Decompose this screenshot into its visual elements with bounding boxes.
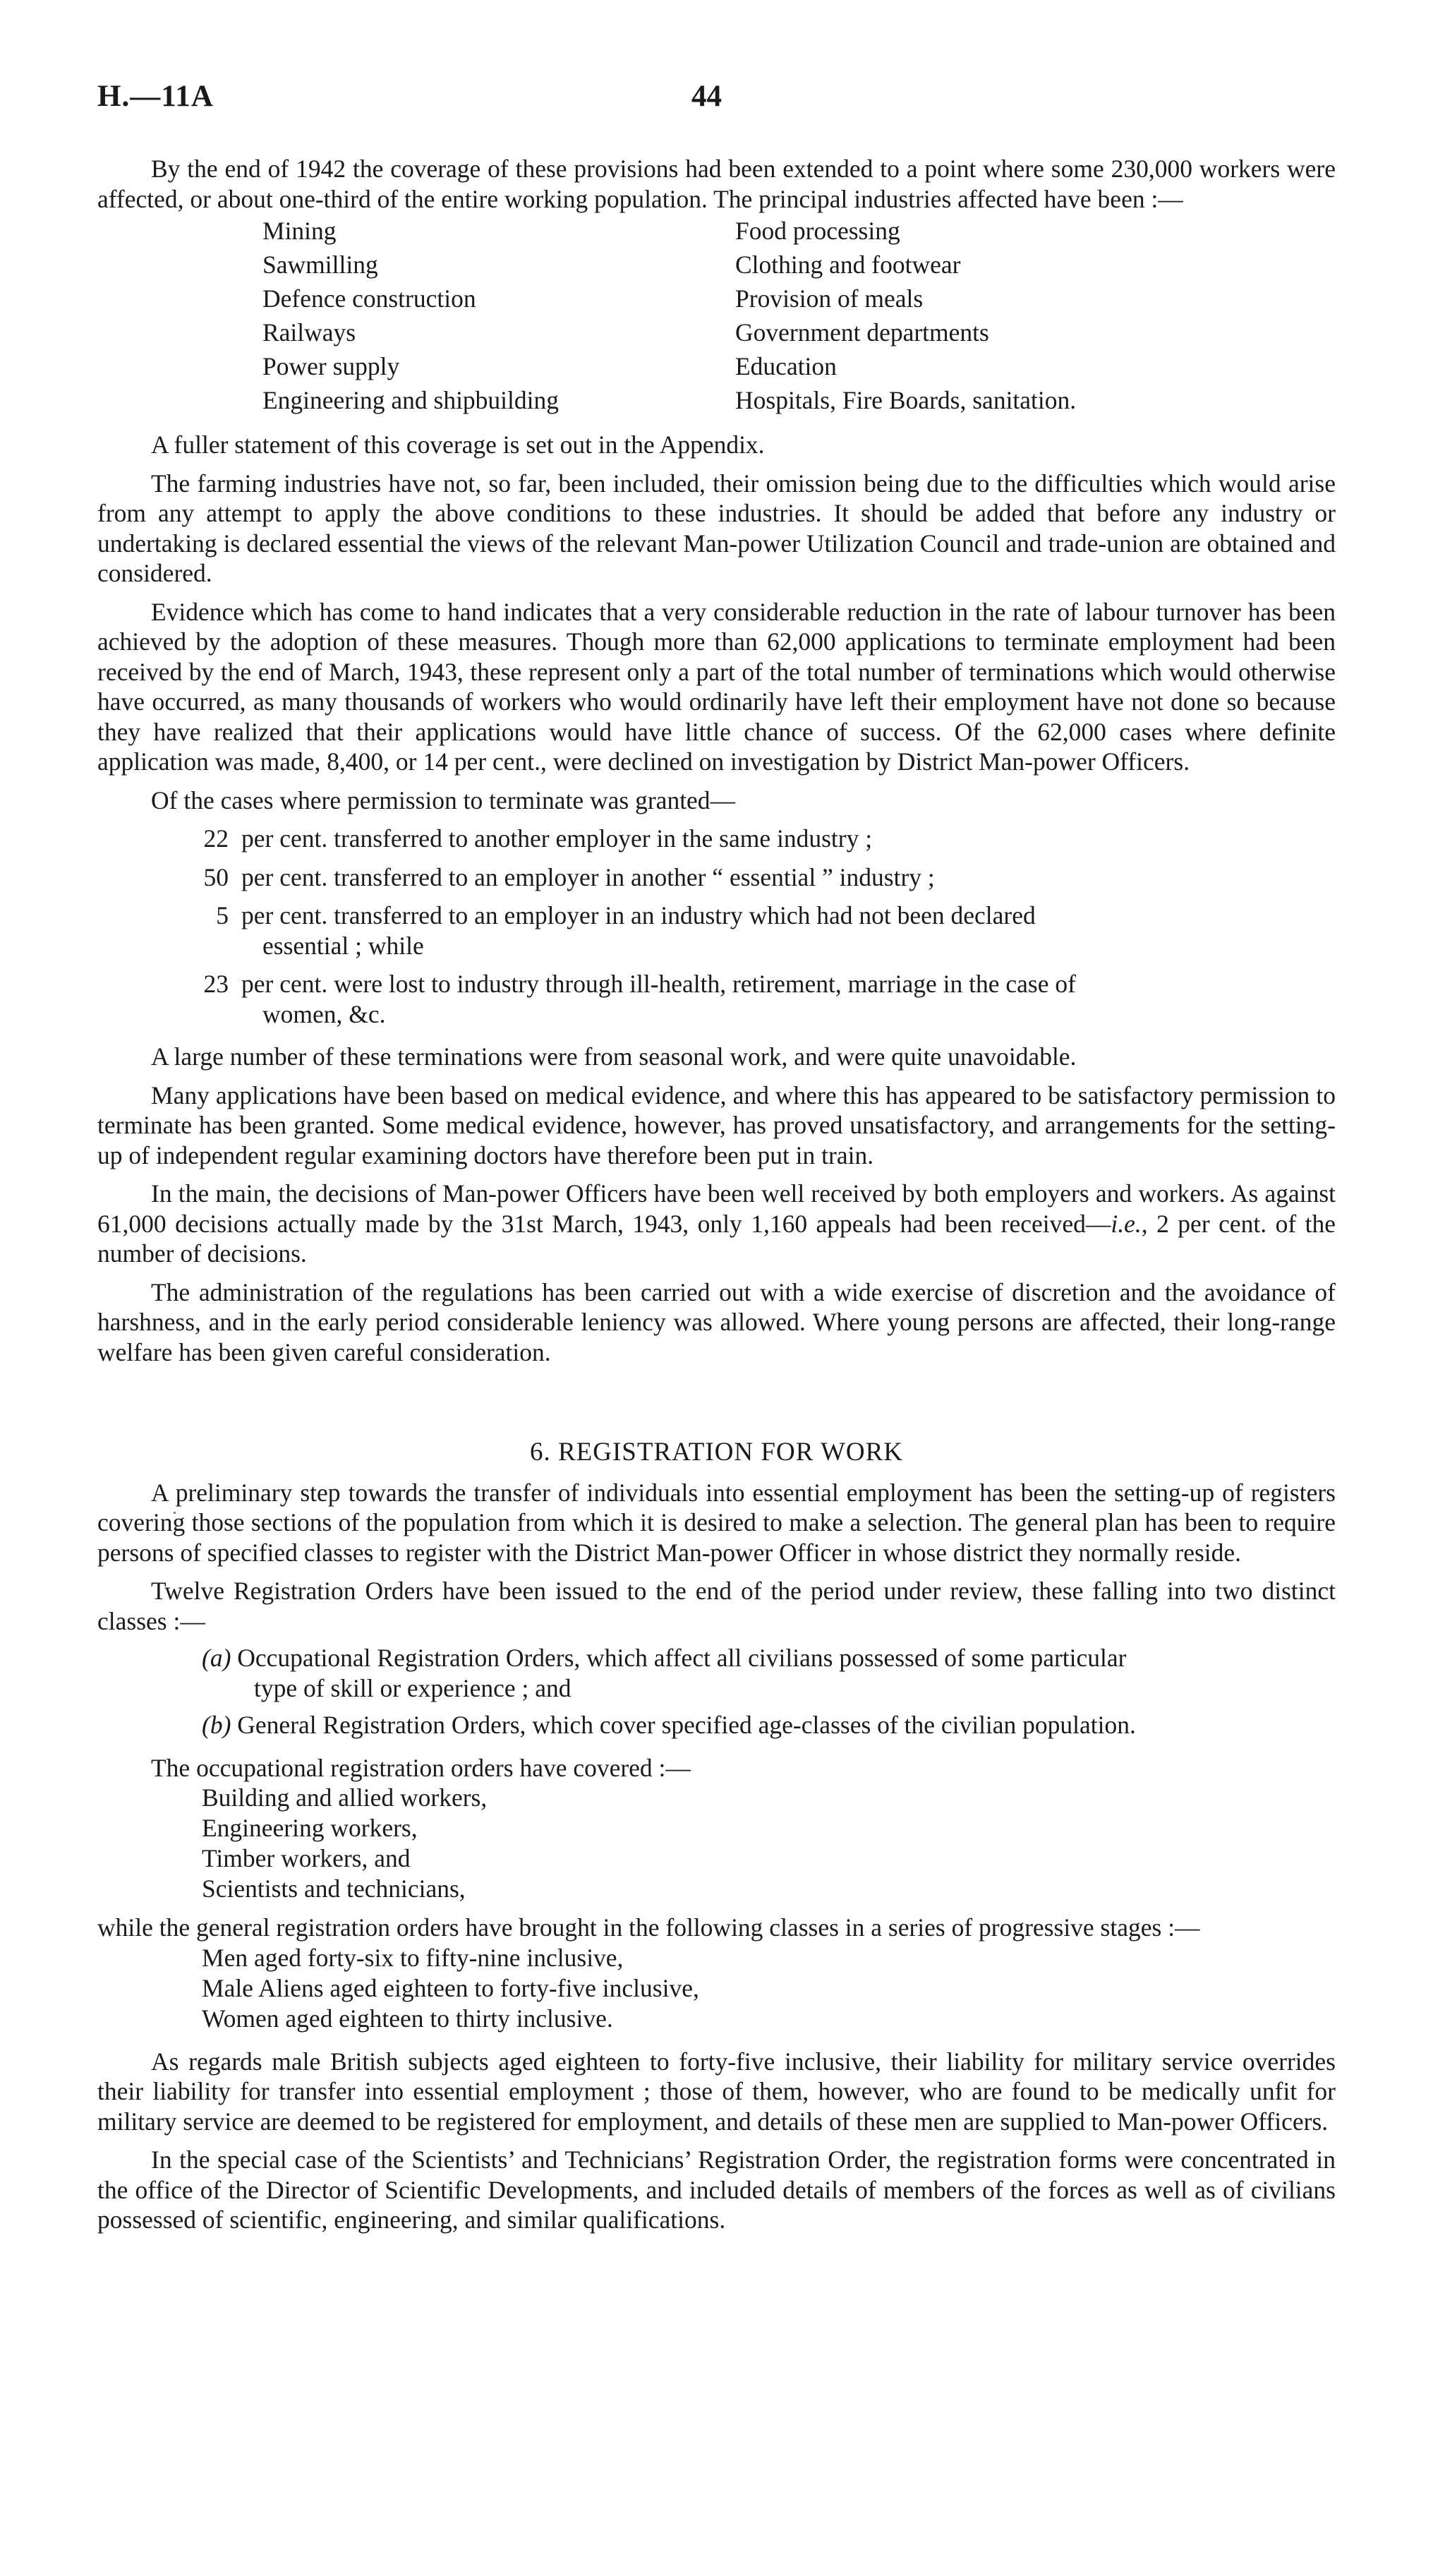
general-list <box>202 1943 1336 2034</box>
industry-item: Food processing <box>735 217 900 245</box>
stat-text: per cent. transferred to another employer in the same industry ; <box>241 824 873 853</box>
twelve-orders-paragraph: Twelve Registration Orders have been issued to the end of the period under review, these falling into two distinct classes :— <box>97 1577 1336 1635</box>
list-item: Men aged forty-six to fifty-nine inclusive, <box>202 1943 624 1972</box>
occupational-intro: The occupational registration orders have covered :— <box>151 1753 691 1782</box>
industry-item: Education <box>735 352 837 380</box>
preliminary-paragraph: A preliminary step towards the transfer of individuals into essential employment has been the setting-up of registers covering those sections of the population from which it is desired to make a selection. The general plan has been to require persons of specified classes to register with the District Man-power Officer in whose district they normally reside. <box>97 1478 1336 1567</box>
appeals-paragraph: In the main, the decisions of Man-power Officers have been well received by both employers and workers. As against 61,000 decisions actually made by the 31st March, 1943, only 1,160 appeals had been received—i.e., 2 per cent. of the number of decisions. <box>97 1179 1336 1268</box>
industry-item: Hospitals, Fire Boards, sanitation. <box>735 386 1077 414</box>
scientists-paragraph: In the special case of the Scientists’ and Technicians’ Registration Order, the registration forms were concentrated in the office of the Director of Scientific Developments, and included details of members of the forces as well as of civilians possessed of scientific, engineering, and similar qualifications. <box>97 2145 1336 2234</box>
administration-paragraph: The administration of the regulations has been carried out with a wide exercise of discretion and the avoidance of harshness, and in the early period considerable leniency was allowed. Where young persons are affected, their long-range welfare has been given careful consideration. <box>97 1277 1336 1366</box>
stat-text-continued: women, &c. <box>262 999 386 1028</box>
order-label: (a) <box>202 1644 231 1672</box>
industry-item: Government departments <box>735 318 989 347</box>
order-text: General Registration Orders, which cover specified age-classes of the civilian population. <box>231 1711 1136 1739</box>
order-class-item <box>202 1710 1336 1740</box>
termination-stat-row <box>178 862 1336 893</box>
termination-stat-row <box>178 969 1336 1029</box>
industries-list <box>262 214 1336 417</box>
industry-item: Power supply <box>262 352 400 380</box>
list-item: Women aged eighteen to thirty inclusive. <box>202 2004 613 2033</box>
seasonal-paragraph: A large number of these terminations were from seasonal work, and were quite unavoidable. <box>151 1042 1077 1071</box>
list-item: Male Aliens aged eighteen to forty-five inclusive, <box>202 1973 699 2002</box>
report-code: H.—11A <box>97 80 214 113</box>
page-number: 44 <box>691 80 722 113</box>
ie-abbrev: i.e., <box>1111 1209 1148 1238</box>
list-item: Engineering workers, <box>202 1814 418 1842</box>
list-item: Scientists and technicians, <box>202 1874 466 1903</box>
stat-number: 50 <box>203 862 229 891</box>
industry-item: Clothing and footwear <box>735 251 961 279</box>
stat-text: per cent. were lost to industry through ill-health, retirement, marriage in the case of <box>241 970 1076 998</box>
industry-item: Defence construction <box>262 284 476 313</box>
occupational-list <box>202 1783 1336 1904</box>
stat-text: per cent. transferred to an employer in another “ essential ” industry ; <box>241 862 935 891</box>
industry-item: Mining <box>262 217 337 245</box>
stat-number: 5 <box>216 901 229 929</box>
stat-text-continued: essential ; while <box>262 931 424 960</box>
section-heading: 6. REGISTRATION FOR WORK <box>529 1438 903 1467</box>
order-text-continued: type of skill or experience ; and <box>254 1673 572 1702</box>
cases-intro: Of the cases where permission to terminate was granted— <box>151 786 736 814</box>
termination-stat-row <box>178 901 1336 961</box>
general-intro: while the general registration orders have brought in the following classes in a series of progressive stages :— <box>97 1913 1200 1942</box>
order-text: Occupational Registration Orders, which affect all civilians possessed of some particular <box>231 1644 1127 1672</box>
farming-paragraph: The farming industries have not, so far, been included, their omission being due to the difficulties which would arise from any attempt to apply the above conditions to these industries. It should be added that before any industry or undertaking is declared essential the views of the relevant Man-power Utilization Council and trade-union are obtained and considered. <box>97 469 1336 587</box>
intro-paragraph: By the end of 1942 the coverage of these provisions had been extended to a point where some 230,000 workers were affected, or about one-third of the entire working population. The principal industries affected have been :— <box>97 155 1336 213</box>
order-label: (b) <box>202 1711 231 1739</box>
industry-item: Sawmilling <box>262 251 378 279</box>
industry-item: Provision of meals <box>735 284 924 313</box>
list-item: Timber workers, and <box>202 1844 411 1872</box>
stat-number: 22 <box>203 824 229 853</box>
list-item: Building and allied workers, <box>202 1783 488 1812</box>
termination-stat-row <box>178 824 1336 854</box>
appendix-paragraph: A fuller statement of this coverage is set out in the Appendix. <box>151 431 765 459</box>
industry-item: Railways <box>262 318 356 347</box>
body-text <box>97 154 1336 2235</box>
order-class-item <box>202 1643 1336 1703</box>
stat-number: 23 <box>203 970 229 998</box>
medical-paragraph: Many applications have been based on medical evidence, and where this has appeared to be satisfactory permission to terminate has been granted. Some medical evidence, however, has proved unsatisfactory, and arrangements for the setting-up of independent regular examining doctors have therefore been put in train. <box>97 1081 1336 1169</box>
evidence-paragraph: Evidence which has come to hand indicates that a very considerable reduction in the rate of labour turnover has been achieved by the adoption of these measures. Though more than 62,000 applications to terminate employment had been received by the end of March, 1943, these represent only a part of the total number of terminations which would otherwise have occurred, as many thousands of workers who would ordinarily have left their employment have not done so because they have realized that their applications would have little chance of success. Of the 62,000 cases where definite application was made, 8,400, or 14 per cent., were declined on investigation by District Man-power Officers. <box>97 597 1336 776</box>
british-subjects-paragraph: As regards male British subjects aged eighteen to forty-five inclusive, their liability for military service overrides their liability for transfer into essential employment ; those of them, however, who are found to be medically unfit for military service are deemed to be registered for employment, and details of these men are supplied to Man-power Officers. <box>97 2047 1336 2136</box>
stat-text: per cent. transferred to an employer in an industry which had not been declared <box>241 901 1036 929</box>
industry-item: Engineering and shipbuilding <box>262 386 560 414</box>
